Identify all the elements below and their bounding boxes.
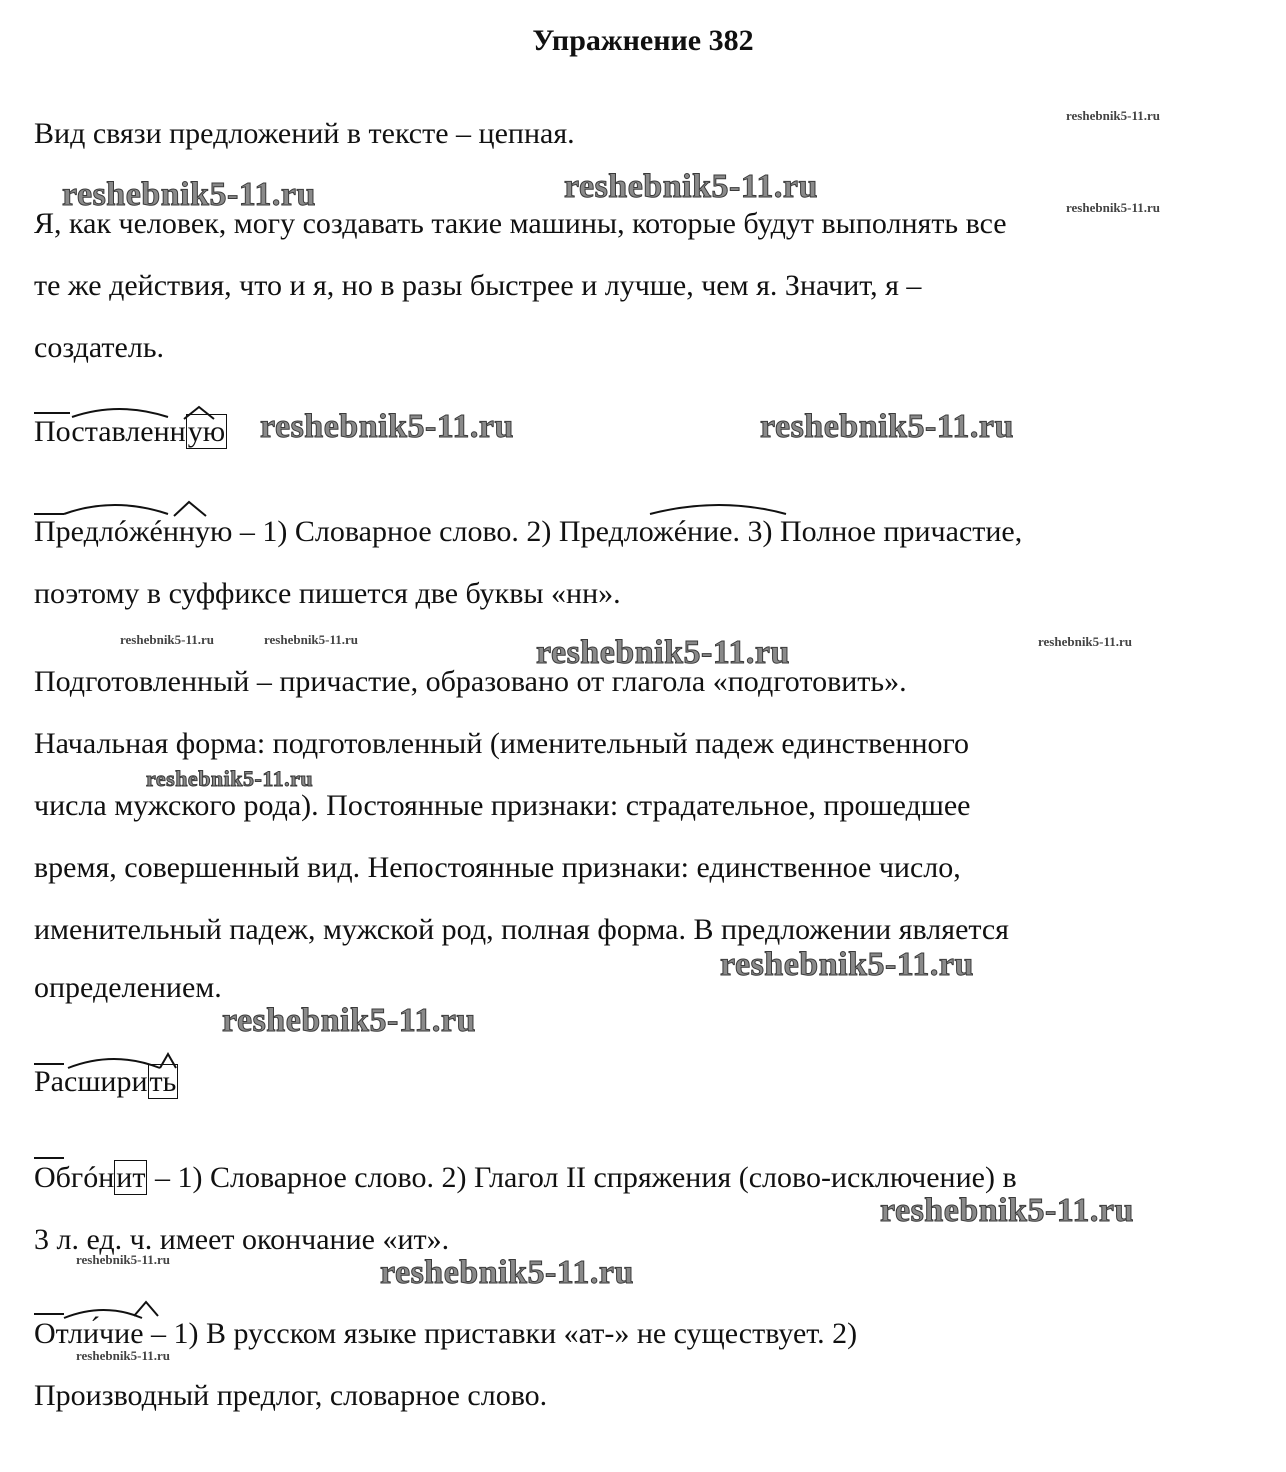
- morpheme-word-rasshirit: [34, 1064, 178, 1100]
- text-fragment: – 1) Словарное слово. 2) Глагол II спряжения (слово-исключение) в: [147, 1161, 1017, 1194]
- watermark: reshebnik5-11.ru: [536, 634, 790, 671]
- watermark: reshebnik5-11.ru: [760, 408, 1014, 445]
- word-ending: ит: [116, 1161, 146, 1194]
- text-line: поэтому в суффиксе пишется две буквы «нн».: [34, 577, 621, 610]
- text-line-obgonit: [34, 1160, 1017, 1196]
- morpheme-word-postavlennuyu: [34, 414, 227, 450]
- text-line: Производный предлог, словарное слово.: [34, 1379, 548, 1412]
- text-line: Я, как человек, могу создавать такие машины, которые будут выполнять все: [34, 207, 1007, 240]
- word-stem: Поставленн: [34, 415, 186, 448]
- text-line: те же действия, что и я, но в разы быстрее и лучше, чем я. Значит, я –: [34, 269, 922, 302]
- marked-word: Отли́чие: [34, 1317, 144, 1350]
- watermark: reshebnik5-11.ru: [62, 176, 316, 213]
- marked-word: Обгóн: [34, 1161, 115, 1194]
- watermark: reshebnik5-11.ru: [1066, 200, 1161, 215]
- text-line: Подготовленный – причастие, образовано от глагола «подготовить».: [34, 665, 907, 698]
- watermark: reshebnik5-11.ru: [1038, 634, 1133, 649]
- watermark: reshebnik5-11.ru: [260, 408, 514, 445]
- marked-word: Предлóжéнную: [34, 515, 233, 548]
- text-line: 3 л. ед. ч. имеет окончание «ит».: [34, 1223, 450, 1256]
- text-line: определением.: [34, 971, 222, 1004]
- watermark: reshebnik5-11.ru: [222, 1002, 476, 1039]
- text-line: числа мужского рода). Постоянные признаки: страдательное, прошедшее: [34, 789, 971, 822]
- watermark: reshebnik5-11.ru: [264, 632, 359, 647]
- text-line: Начальная форма: подготовленный (именительный падеж единственного: [34, 727, 970, 760]
- word-ending: ть: [149, 1065, 177, 1098]
- text-line: создатель.: [34, 331, 165, 364]
- watermark: reshebnik5-11.ru: [120, 632, 215, 647]
- watermark: reshebnik5-11.ru: [1066, 108, 1161, 123]
- check-word: Предложéние.: [558, 515, 740, 548]
- text-line-otlichie: [34, 1316, 857, 1352]
- watermark: reshebnik5-11.ru: [880, 1192, 1134, 1229]
- watermark: reshebnik5-11.ru: [146, 766, 314, 791]
- text-fragment: – 1) В русском языке приставки «ат-» не существует. 2): [143, 1317, 858, 1350]
- word-ending: ую: [187, 415, 226, 448]
- watermark: reshebnik5-11.ru: [380, 1254, 634, 1291]
- text-fragment: – 1) Словарное слово. 2): [232, 515, 559, 548]
- text-line-relation: Вид связи предложений в тексте – цепная.: [34, 117, 575, 150]
- watermark: reshebnik5-11.ru: [720, 946, 974, 983]
- watermark: reshebnik5-11.ru: [564, 168, 818, 205]
- watermark: reshebnik5-11.ru: [76, 1252, 171, 1267]
- watermark: reshebnik5-11.ru: [76, 1348, 171, 1363]
- word-stem: Расшири: [34, 1065, 148, 1098]
- text-line-predlozhennuyu: [34, 514, 1022, 550]
- page-title: Упражнение 382: [532, 24, 754, 57]
- text-line: именительный падеж, мужской род, полная форма. В предложении является: [34, 913, 1009, 946]
- text-line: время, совершенный вид. Непостоянные признаки: единственное число,: [34, 851, 961, 884]
- text-fragment: 3) Полное причастие,: [739, 515, 1023, 548]
